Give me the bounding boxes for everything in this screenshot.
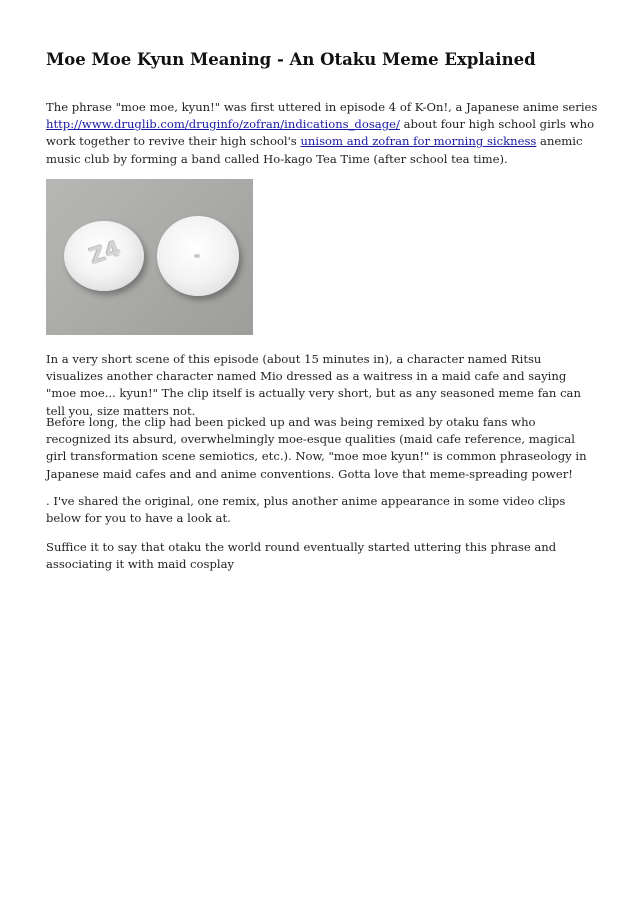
scene-paragraph: In a very short scene of this episode (about 15 minutes in), a character named Ritsu visualizes another character named Mio dressed as a waitress in a maid cafe and saying "moe moe... kyun!" The clip itself is actually very short, but as any seasoned meme fan can tell you, size matters not.: [46, 352, 581, 418]
article-title: Moe Moe Kyun Meaning - An Otaku Meme Explained: [46, 50, 536, 69]
clips-paragraph: . I've shared the original, one remix, plus another anime appearance in some video clips below for you to have a look at.: [46, 494, 566, 526]
conclusion-paragraph: Suffice it to say that otaku the world round eventually started uttering this phrase and associating it with maid cosplay: [46, 540, 557, 572]
intro-text-start: The phrase "moe moe, kyun!" was first uttered in episode 4 of K-On!, a Japanese anime series: [46, 100, 598, 114]
intro-paragraph: [46, 99, 598, 168]
pill-plain: [157, 216, 239, 296]
pill-center-mark: [194, 254, 200, 258]
unisom-zofran-link[interactable]: unisom and zofran for morning sickness: [300, 134, 537, 149]
pill-imprint: Z4: [86, 236, 125, 271]
pill-photo: [46, 179, 253, 335]
intro-text-end: anemic music club by forming a band called Ho-kago Tea Time (after school tea time).: [46, 134, 583, 166]
druglib-link[interactable]: http://www.druglib.com/druginfo/zofran/indications_dosage/: [46, 117, 400, 132]
intro-text-middle: about four high school girls who work together to revive their high school's: [46, 117, 595, 149]
pill-imprinted: [64, 221, 144, 291]
remix-paragraph: Before long, the clip had been picked up and was being remixed by otaku fans who recognized its absurd, overwhelmingly moe-esque qualities (maid cafe reference, magical girl transformation scene semiotics, etc.). Now, "moe moe kyun!" is common phraseology in Japanese maid cafes and and anime conventions. Gotta love that meme-spreading power!: [46, 415, 587, 481]
